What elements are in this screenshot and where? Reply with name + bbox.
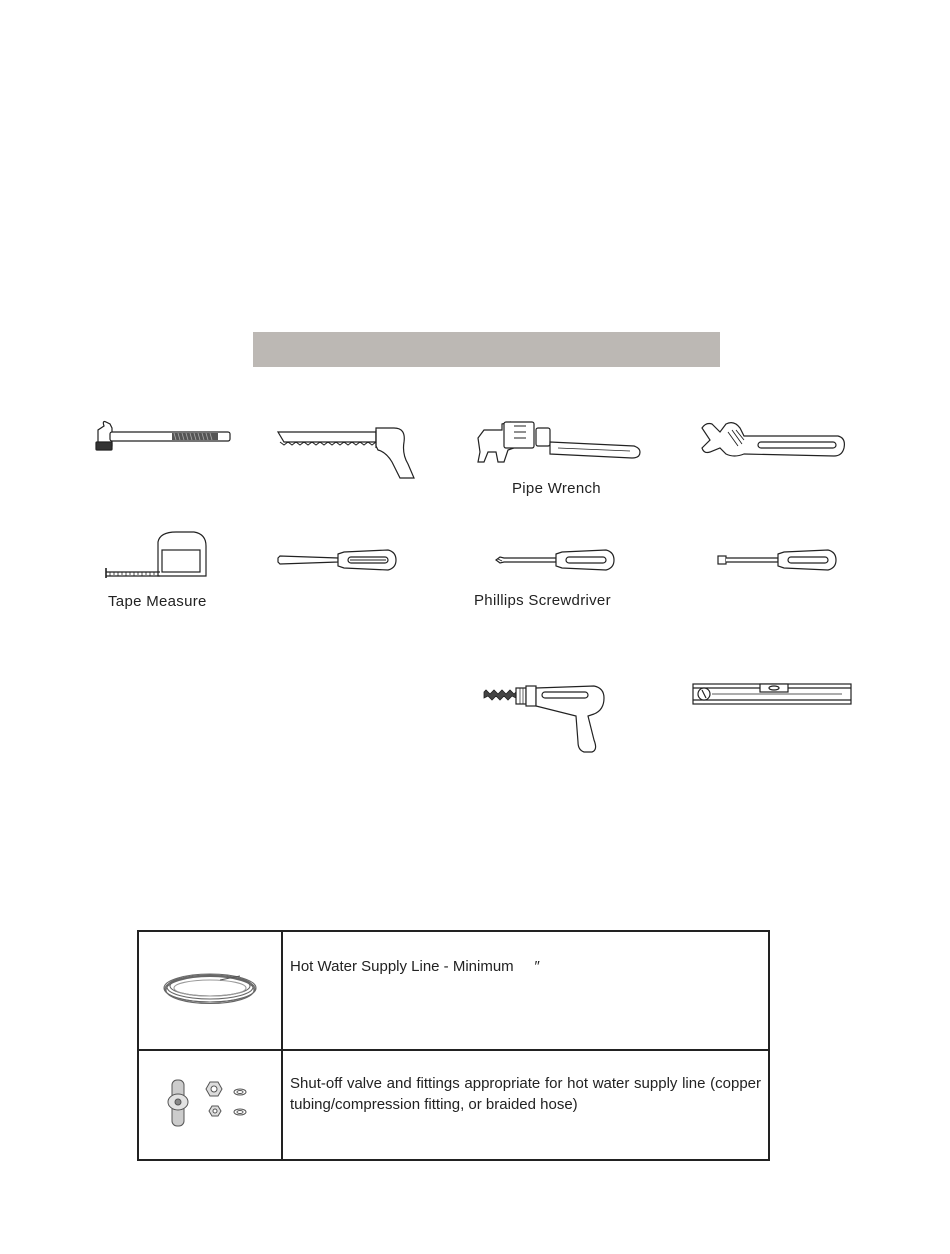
valve-fittings-image-cell — [138, 1050, 282, 1160]
pipe-wrench-icon — [474, 418, 644, 468]
coiled-supply-line-icon — [160, 970, 260, 1011]
valve-fittings-description: Shut-off valve and fittings appropriate for hot water supply line (copper tubing/compression fitting, or braided hose) — [282, 1050, 769, 1160]
materials-table — [137, 930, 770, 1161]
level-icon — [692, 682, 852, 708]
keyhole-saw-icon — [276, 422, 418, 482]
adjustable-wrench-icon — [698, 418, 848, 462]
supply-line-image-cell — [138, 931, 282, 1050]
tape-measure-icon — [104, 530, 214, 580]
hammer-icon — [92, 418, 234, 456]
table-row — [138, 931, 769, 1050]
table-row — [138, 1050, 769, 1160]
tape-measure-label: Tape Measure — [108, 593, 207, 610]
phillips-screwdriver-icon — [494, 546, 618, 574]
power-drill-icon — [482, 684, 612, 756]
flathead-screwdriver-icon — [276, 546, 400, 574]
phillips-screwdriver-label: Phillips Screwdriver — [474, 592, 611, 609]
nut-driver-icon — [716, 546, 840, 574]
pipe-wrench-label: Pipe Wrench — [512, 480, 601, 497]
valve-fittings-icon — [164, 1078, 256, 1133]
section-header-bar — [253, 332, 720, 367]
supply-line-description: Hot Water Supply Line - Minimum ″ — [282, 931, 769, 1050]
